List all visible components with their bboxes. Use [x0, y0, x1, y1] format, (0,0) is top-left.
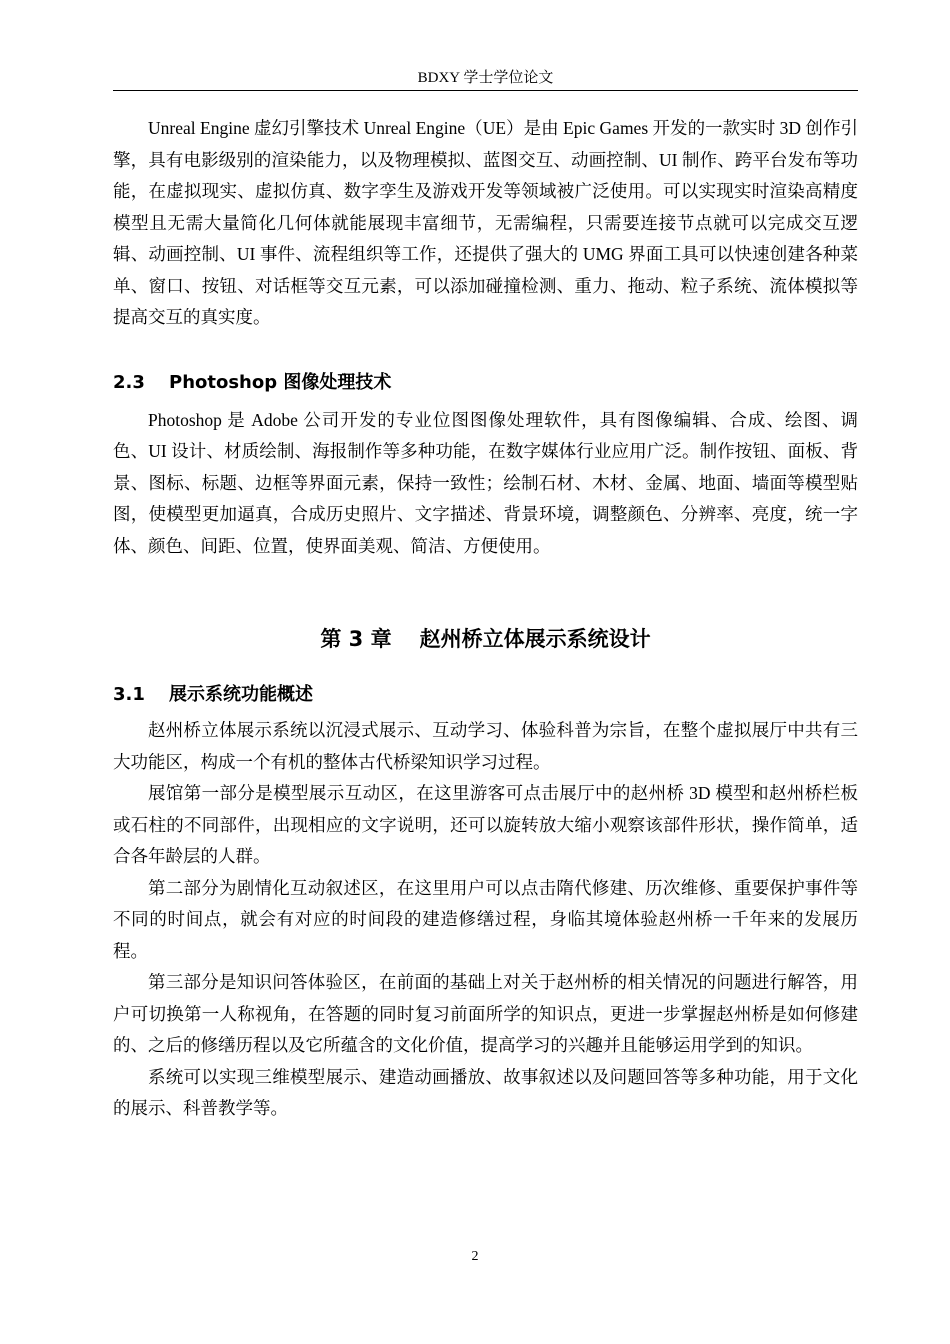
chapter-title: 赵州桥立体展示系统设计 [419, 627, 651, 651]
section-heading-2-3 [113, 369, 858, 397]
paragraph-summary: 系统可以实现三维模型展示、建造动画播放、故事叙述以及问题回答等多种功能，用于文化的展示、科普教学等。 [113, 1066, 858, 1118]
running-header: BDXY 学士学位论文 [417, 70, 554, 86]
paragraph-part-three: 第三部分是知识问答体验区，在前面的基础上对关于赵州桥的相关情况的问题进行解答，用户可切换第一人称视角，在答题的同时复习前面所学的知识点，更进一步掌握赵州桥是如何修建的、之后的修缮历程以及它所蕴含的文化价值，提高学习的兴趣并且能够运用学到的知识。 [113, 972, 858, 1055]
paragraph-system-intro: 赵州桥立体展示系统以沉浸式展示、互动学习、体验科普为宗旨，在整个虚拟展厅中共有三大功能区，构成一个有机的整体古代桥梁知识学习过程。 [113, 720, 858, 772]
paragraph-photoshop: Photoshop 是 Adobe 公司开发的专业位图图像处理软件，具有图像编辑、合成、绘图、调色、UI 设计、材质绘制、海报制作等多种功能，在数字媒体行业应用广泛。制作按钮、面板、背景、图标、标题、边框等界面元素，保持一致性；绘制石材、木材、金属、地面、墙面等模型贴图，使模型更加逼真，合成历史照片、文字描述、背景环境，调整颜色、分辨率、亮度，统一字体、颜色、间距、位置，使界面美观、简洁、方便使用。 [113, 409, 858, 556]
section-title: 展示系统功能概述 [169, 684, 313, 705]
paragraph-part-one: 展馆第一部分是模型展示互动区，在这里游客可点击展厅中的赵州桥 3D 模型和赵州桥栏板或石柱的不同部件，出现相应的文字说明，还可以旋转放大缩小观察该部件形状，操作简单，适合各年龄层的人群。 [113, 783, 858, 866]
page-body [113, 113, 858, 1125]
section-heading-3-1 [113, 681, 858, 709]
chapter-heading-3 [113, 623, 858, 655]
page-number: 2 [471, 1249, 479, 1264]
section-number: 2.3 [113, 371, 145, 393]
section-number: 3.1 [113, 684, 145, 705]
paragraph-part-two: 第二部分为剧情化互动叙述区，在这里用户可以点击隋代修建、历次维修、重要保护事件等不同的时间点，就会有对应的时间段的建造修缮过程，身临其境体验赵州桥一千年来的发展历程。 [113, 877, 858, 961]
chapter-label: 第 3 章 [320, 627, 392, 651]
header-rule [113, 90, 858, 91]
section-title: Photoshop 图像处理技术 [169, 371, 392, 393]
paragraph-unreal-engine: Unreal Engine 虚幻引擎技术 Unreal Engine（UE）是由 Epic Games 开发的一款实时 3D 创作引擎，具有电影级别的渲染能力，以及物理模拟、蓝图交互、动画控制、UI 制作、跨平台发布等功能，在虚拟现实、虚拟仿真、数字孪生及游戏开发等领域被广泛使用。可以实现实时渲染高精度模型且无需大量简化几何体就能展现丰富细节，无需编程，只需要连接节点就可以完成交互逻辑、动画控制、UI 事件、流程组织等工作，还提供了强大的 UMG 界面工具可以快速创建各种菜单、窗口、按钮、对话框等交互元素，可以添加碰撞检测、重力、拖动、粒子系统、流体模拟等提高交互的真实度。 [113, 118, 858, 327]
